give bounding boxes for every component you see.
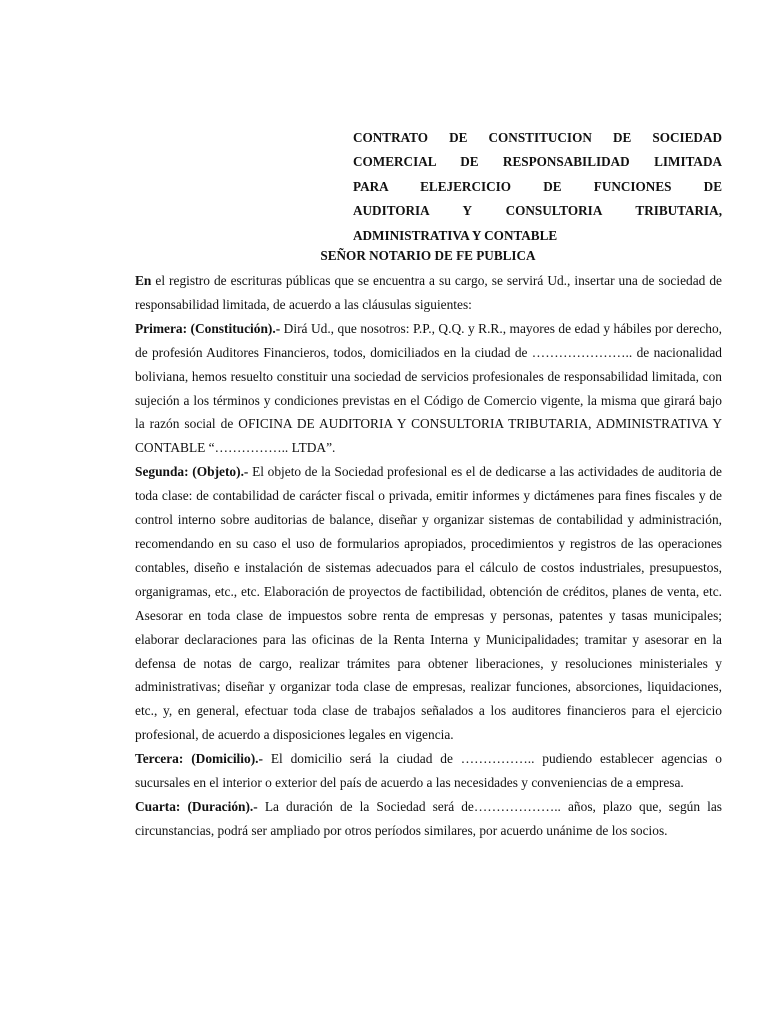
intro-text: el registro de escrituras públicas que se encuentra a su cargo, se servirá Ud., insertar una de sociedad de responsabilidad limitada, de acuerdo a las cláusulas siguientes: [135, 273, 722, 312]
clause-segunda [135, 460, 722, 747]
clause-text: Dirá Ud., que nosotros: P.P., Q.Q. y R.R., mayores de edad y hábiles por derecho, de profesión Auditores Financieros, todos, domiciliados en la ciudad de ………………….. de nacionalidad boliviana, hemos resuelto constituir una sociedad de servicios profesionales de responsabilidad limitada, con sujeción a los términos y condiciones previstas en el Código de Comercio vigente, la misma que girará bajo la razón social de OFICINA DE AUDITORIA Y CONSULTORIA TRIBUTARIA, ADMINISTRATIVA Y CONTABLE “…………….. LTDA”. [135, 320, 723, 456]
clause-primera [135, 317, 722, 460]
clause-heading: Tercera: (Domicilio).- [135, 751, 263, 767]
clause-text: El objeto de la Sociedad profesional es el de dedicarse a las actividades de auditoria de toda clase: de contabilidad de carácter fiscal o privada, emitir informes y dictámenes para fines fiscales y de control interno sobre auditorias de balance, diseñar y organizar sistemas de contabilidad y administración, recomendando en su caso el uso de formularios apropiados, procedimientos y registros de las operaciones contables, diseño e instalación de sistemas adecuados para el cálculo de costos industriales, presupuestos, organigramas, etc., etc. Elaboración de proyectos de factibilidad, obtención de créditos, planes de venta, etc. Asesorar en toda clase de impuestos sobre renta de empresas y personas, patentes y tasas municipales; elaborar declaraciones para las oficinas de la Renta Interna y Municipalidades; tramitar y asesorar en la defensa de notas de cargo, realizar trámites para obtener liberaciones, y resoluciones ministeriales y administrativas; diseñar y organizar toda clase de empresas, realizar funciones, absorciones, liquidaciones, etc., y, en general, efectuar toda clase de trabajos señalados a los auditores financieros para el ejercicio profesional, de acuerdo a disposiciones legales en vigencia. [135, 464, 722, 743]
notary-salutation: SEÑOR NOTARIO DE FE PUBLICA [320, 248, 536, 263]
intro-lead: En [135, 273, 152, 288]
title-line: COMERCIAL DE RESPONSABILIDAD LIMITADA [353, 154, 722, 170]
contract-body [135, 269, 722, 843]
clause-tercera [135, 747, 722, 795]
title-line: AUDITORIA Y CONSULTORIA TRIBUTARIA, [353, 203, 722, 219]
title-line: PARA ELEJERCICIO DE FUNCIONES DE [353, 178, 722, 194]
clause-heading: Primera: (Constitución).- [135, 320, 281, 336]
title-line: CONTRATO DE CONSTITUCION DE SOCIEDAD [353, 130, 722, 145]
clause-text: La duración de la Sociedad será de……………….. años, plazo que, según las circunstancias, podrá ser ampliado por otros períodos similares, por acuerdo unánime de los socios. [135, 798, 722, 838]
clause-heading: Segunda: (Objeto).- [135, 464, 249, 480]
clause-heading: Cuarta: (Duración).- [135, 798, 258, 814]
clause-cuarta [135, 795, 722, 843]
contract-title [353, 126, 722, 248]
intro-paragraph [135, 269, 722, 317]
clause-text: El domicilio será la ciudad de …………….. pudiendo establecer agencias o sucursales en el interior o exterior del país de acuerdo a las necesidades y conveniencias de a empresa. [135, 751, 722, 791]
title-line: ADMINISTRATIVA Y CONTABLE [353, 227, 558, 243]
